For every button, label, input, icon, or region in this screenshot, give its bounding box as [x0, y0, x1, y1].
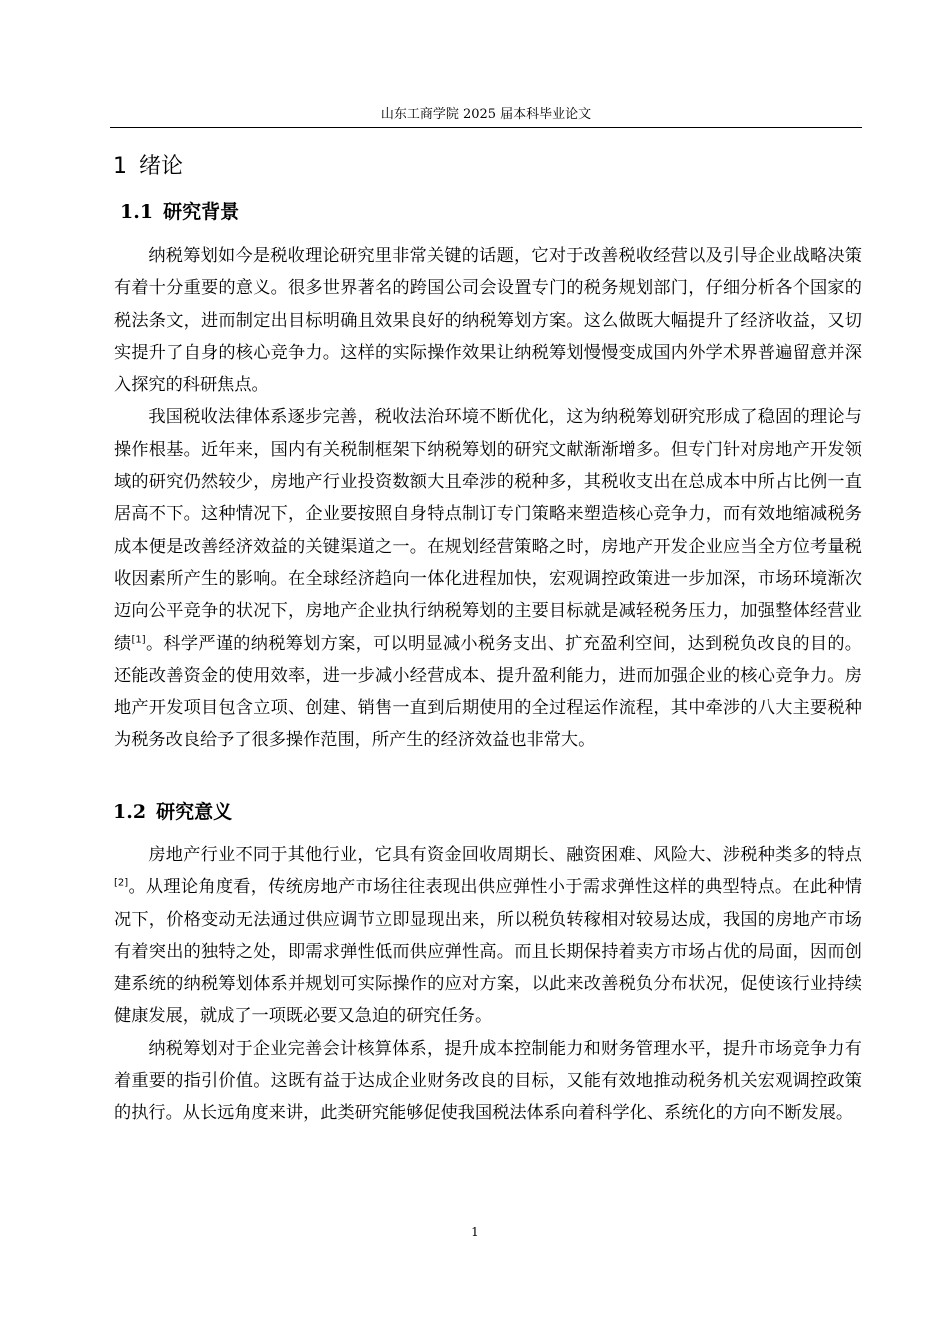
section-heading-1-2 [113, 798, 232, 826]
paragraph: 纳税筹划如今是税收理论研究里非常关键的话题，它对于改善税收经营以及引导企业战略决策有着十分重要的意义。很多世界著名的跨国公司会设置专门的税务规划部门，仔细分析各个国家的税法条文，进而制定出目标明确且效果良好的纳税筹划方案。这么做既大幅提升了经济收益，又切实提升了自身的核心竞争力。这样的实际操作效果让纳税筹划慢慢变成国内外学术界普遍留意并深入探究的科研焦点。 [114, 246, 862, 396]
paragraph-text: 。从理论角度看，传统房地产市场往往表现出供应弹性小于需求弹性这样的典型特点。在此种情况下，价格变动无法通过供应调节立即显现出来，所以税负转稼相对较易达成，我国的房地产市场有着突出的独特之处，即需求弹性低而供应弹性高。而且长期保持着卖方市场占优的局面，因而创建系统的纳税筹划体系并规划可实际操作的应对方案，以此来改善税负分布状况，促使该行业持续健康发展，就成了一项既必要又急迫的研究任务。 [114, 877, 862, 1027]
header-rule [110, 127, 862, 128]
paragraph: 纳税筹划对于企业完善会计核算体系，提升成本控制能力和财务管理水平，提升市场竞争力有着重要的指引价值。这既有益于达成企业财务改良的目标，又能有效地推动税务机关宏观调控政策的执行。从长远角度来讲，此类研究能够促使我国税法体系向着科学化、系统化的方向不断发展。 [114, 1038, 862, 1124]
section-heading-1-1 [120, 198, 239, 226]
chapter-title: 绪论 [139, 154, 184, 179]
paragraph-text: 我国税收法律体系逐步完善，税收法治环境不断优化，这为纳税筹划研究形成了稳固的理论与操作根基。近年来，国内有关税制框架下纳税筹划的研究文献渐渐增多。但专门针对房地产开发领域的研究仍然较少，房地产行业投资数额大且牵涉的税种多，其税收支出在总成本中所占比例一直居高不下。这种情况下，企业要按照自身特点制订专门策略来塑造核心竞争力，而有效地缩减税务成本便是改善经济效益的关键渠道之一。在规划经营策略之时，房地产开发企业应当全方位考量税收因素所产生的影响。在全球经济趋向一体化进程加快，宏观调控政策进一步加深，市场环境渐次迈向公平竞争的状况下，房地产企业执行纳税筹划的主要目标就是减轻税务压力，加强整体经营业绩 [114, 407, 862, 654]
chapter-heading [113, 151, 183, 183]
section-number: 1.2 [113, 801, 147, 823]
section-body-1-1 [114, 240, 862, 757]
section-title: 研究意义 [156, 801, 233, 823]
citation: [2] [114, 877, 129, 889]
section-title: 研究背景 [163, 201, 240, 223]
chapter-number: 1 [113, 154, 127, 179]
section-number: 1.1 [120, 201, 154, 223]
paragraph [114, 401, 862, 756]
citation: [1] [131, 633, 146, 645]
paragraph [114, 839, 862, 1033]
page-number: 1 [471, 1225, 479, 1239]
running-header: 山东工商学院 2025 届本科毕业论文 [380, 107, 592, 122]
section-body-1-2 [114, 839, 862, 1130]
paragraph-text: 房地产行业不同于其他行业，它具有资金回收周期长、融资困难、风险大、涉税种类多的特点 [148, 845, 862, 865]
paragraph-text: 。科学严谨的纳税筹划方案，可以明显减小税务支出、扩充盈利空间，达到税负改良的目的。还能改善资金的使用效率，进一步减小经营成本、提升盈利能力，进而加强企业的核心竞争力。房地产开发项目包含立项、创建、销售一直到后期使用的全过程运作流程，其中牵涉的八大主要税种为税务改良给予了很多操作范围，所产生的经济效益也非常大。 [114, 633, 862, 751]
